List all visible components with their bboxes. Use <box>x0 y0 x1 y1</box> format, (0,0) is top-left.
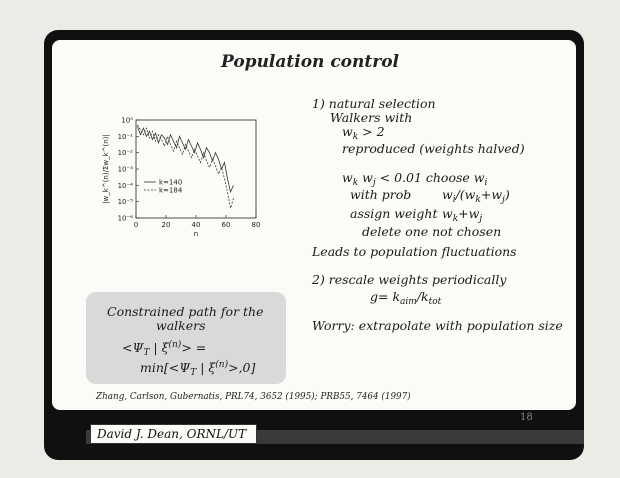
legend-label: k=140 <box>159 178 183 187</box>
assign-weight-text: assign weight <box>350 206 438 221</box>
constrained-formula-line2: $\min[<\Psi_T$ | $\xi^{(n)}>,0$] <box>140 360 256 379</box>
legend-label: k=184 <box>159 186 183 195</box>
x-tick-label: 80 <box>251 221 261 229</box>
assign-weight-expression: $w_k+w_j$ <box>442 206 483 224</box>
condition-product: $w_k$ $w_j < 0.01$ choose $w_i$ <box>342 170 488 188</box>
y-tick-label: 10⁰ <box>121 116 133 125</box>
delete-one-text: delete one not chosen <box>362 224 502 239</box>
weights-chart <box>96 112 276 252</box>
y-tick-label: 10⁻⁵ <box>117 198 133 207</box>
constrained-formula-line1: $<\Psi_T$ | $\xi^{(n)}>$ = <box>122 340 207 359</box>
x-tick-label: 0 <box>133 221 139 229</box>
footer-author: David J. Dean, ORNL/UT <box>90 424 257 444</box>
heading-rescale: 2) rescale weights periodically <box>312 272 507 287</box>
condition-wk-gt-2: $w_k > 2$ <box>342 124 385 142</box>
worry-text: Worry: extrapolate with population size <box>312 318 563 333</box>
reproduced-text: reproduced (weights halved) <box>342 141 525 156</box>
x-tick-label: 20 <box>161 221 171 229</box>
y-tick-label: 10⁻⁶ <box>117 214 133 223</box>
citation: Zhang, Carlson, Gubernatis, PRL74, 3652 (1995); PRB55, 7464 (1997) <box>96 392 411 402</box>
constrained-line2: walkers <box>156 318 206 333</box>
heading-natural-selection: 1) natural selection <box>312 96 436 111</box>
x-axis-label: n <box>193 230 199 238</box>
y-tick-label: 10⁻² <box>117 149 133 158</box>
page-number: 18 <box>520 412 533 423</box>
y-tick-label: 10⁻¹ <box>117 132 133 141</box>
constrained-line1: Constrained path for the <box>107 304 264 319</box>
x-tick-label: 40 <box>191 221 201 229</box>
with-prob-text: with prob <box>350 187 412 202</box>
y-axis-label: |w_k^(n)/Σw_k^(n)| <box>102 134 110 204</box>
plot-frame <box>136 120 256 218</box>
probability-expression: $w_i/(w_k+w_j)$ <box>442 187 510 205</box>
y-tick-label: 10⁻³ <box>117 165 133 174</box>
slide-title: Population control <box>221 52 399 72</box>
y-tick-label: 10⁻⁴ <box>117 181 133 190</box>
fluctuations-text: Leads to population fluctuations <box>312 244 517 259</box>
g-formula: $g= k_{aim}/k_{tot}$ <box>370 289 442 307</box>
x-tick-label: 60 <box>221 221 231 229</box>
walkers-with-text: Walkers with <box>330 110 413 125</box>
